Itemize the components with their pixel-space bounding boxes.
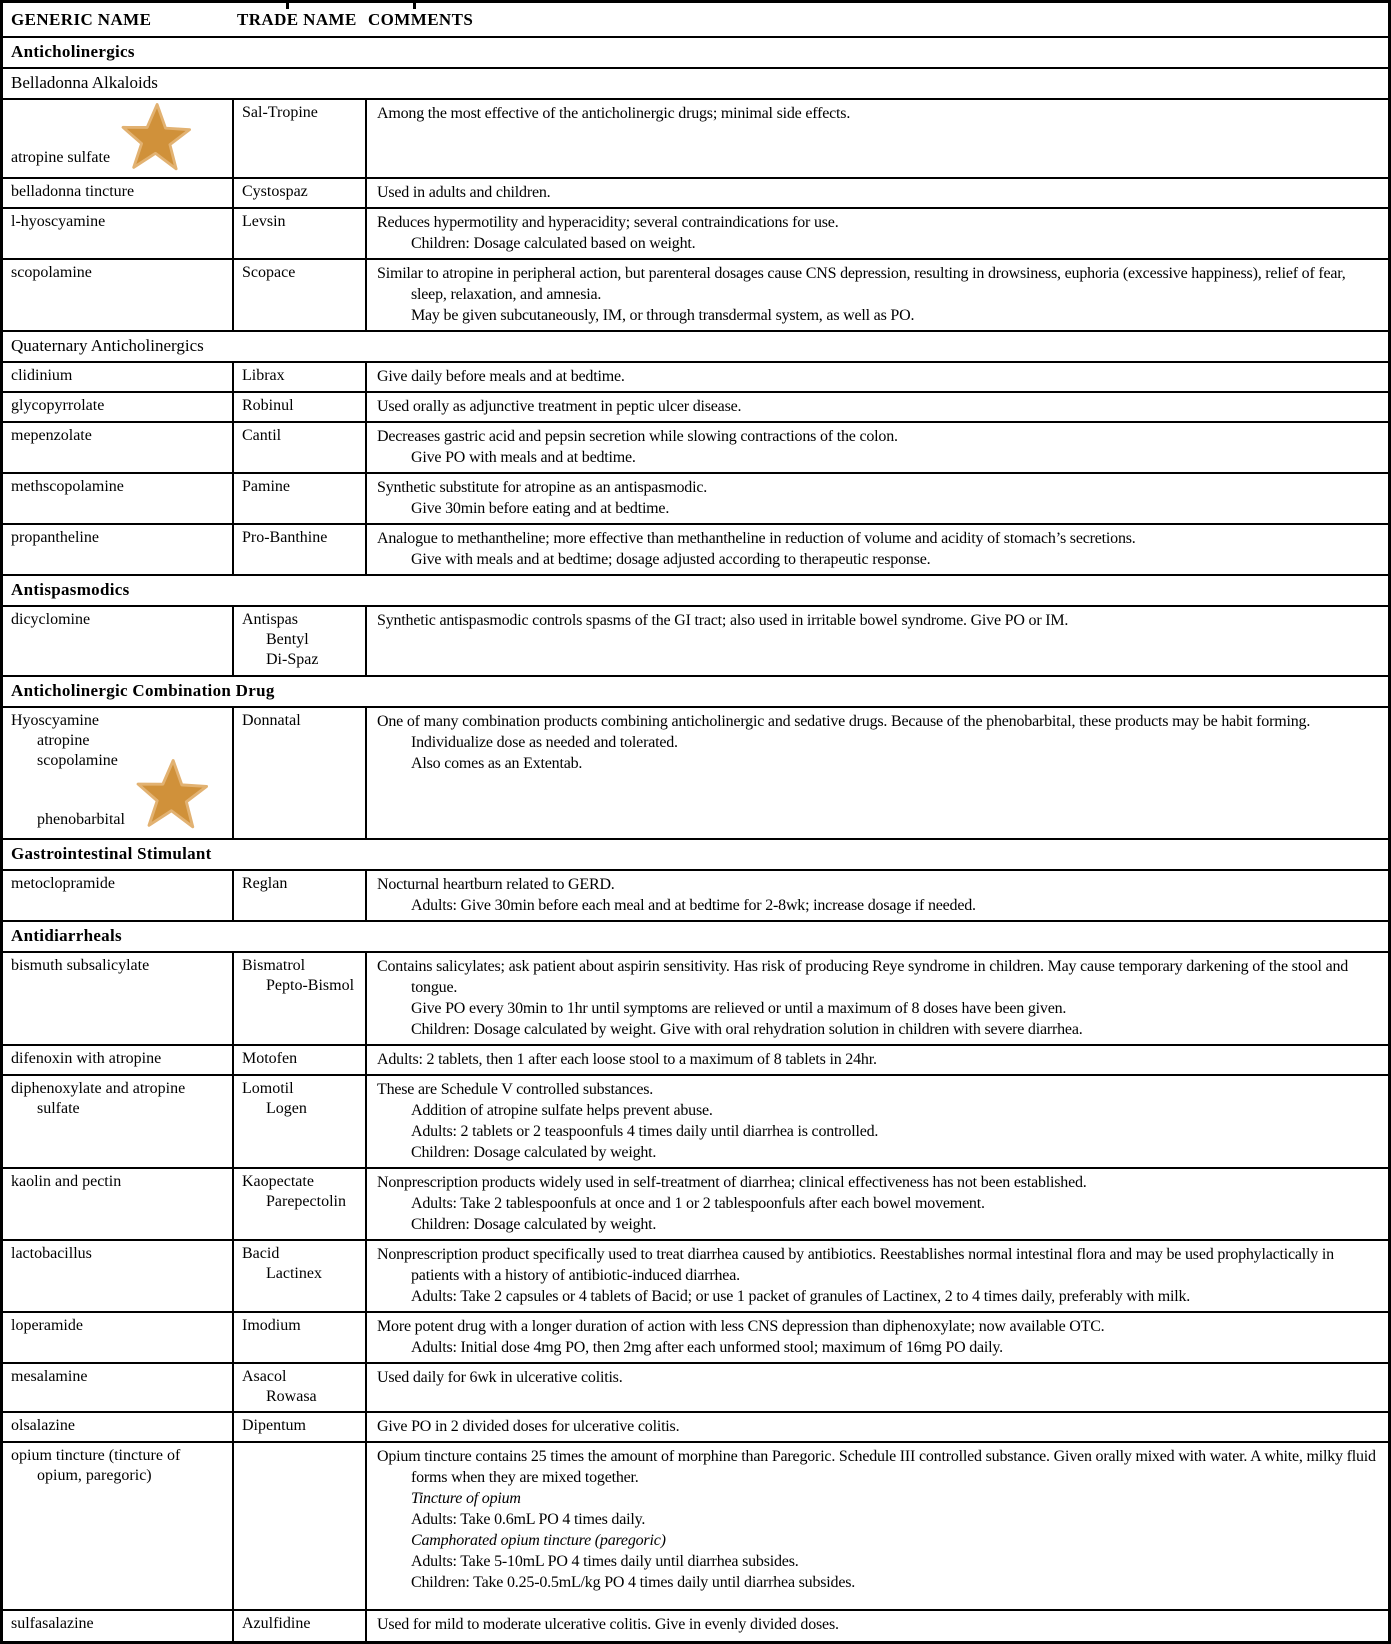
generic-name-cell xyxy=(3,260,234,330)
comments-cell xyxy=(367,708,1388,838)
generic-name: atropine sulfate xyxy=(11,149,111,166)
trade-name-cell xyxy=(234,1313,367,1362)
generic-name-cell xyxy=(3,363,234,391)
generic-name: opium tincture (tincture of xyxy=(11,1447,181,1464)
comment-line: Children: Dosage calculated by weight. xyxy=(411,1216,657,1233)
generic-name-cell xyxy=(3,1046,234,1074)
comments-cell xyxy=(367,1443,1388,1609)
comments-cell xyxy=(367,525,1388,574)
table-row-mesalamine xyxy=(3,1364,1388,1413)
generic-name-cell xyxy=(3,1364,234,1411)
comments-cell xyxy=(367,1313,1388,1362)
generic-name-cell xyxy=(3,871,234,920)
trade-name: Scopace xyxy=(242,264,296,281)
comments-cell xyxy=(367,1611,1388,1641)
comment-line: Adults: Take 5-10mL PO 4 times daily until diarrhea subsides. xyxy=(411,1553,799,1570)
generic-name-cell xyxy=(3,1241,234,1311)
generic-name: scopolamine xyxy=(37,752,118,769)
trade-name: Robinul xyxy=(242,397,294,414)
trade-name-cell xyxy=(234,179,367,207)
subsection-header-quaternary-anticholinergics xyxy=(3,332,1388,363)
comment-line: Give PO in 2 divided doses for ulcerative colitis. xyxy=(377,1418,680,1435)
comments-cell xyxy=(367,1413,1388,1441)
section-header-anticholinergic-combination-drug xyxy=(3,677,1388,708)
table-row-clidinium xyxy=(3,363,1388,393)
generic-name: l-hyoscyamine xyxy=(11,213,106,230)
drug-table-rows xyxy=(3,38,1388,1641)
trade-name-cell xyxy=(234,363,367,391)
generic-name: mesalamine xyxy=(11,1368,88,1385)
column-border-tick xyxy=(413,3,416,9)
comments-cell xyxy=(367,1046,1388,1074)
comments-cell xyxy=(367,1241,1388,1311)
comment-line: These are Schedule V controlled substances. xyxy=(377,1081,654,1098)
generic-name: Hyoscyamine xyxy=(11,712,99,729)
comment-line: Nocturnal heartburn related to GERD. xyxy=(377,876,615,893)
table-row-glycopyrrolate xyxy=(3,393,1388,423)
comments-cell xyxy=(367,474,1388,523)
comment-line: Synthetic antispasmodic controls spasms of the GI tract; also used in irritable bowel syndrome. Give PO or IM. xyxy=(377,612,1069,629)
table-row-kaolin-and-pectin xyxy=(3,1169,1388,1241)
star-icon xyxy=(115,102,197,173)
trade-name: Logen xyxy=(266,1100,307,1117)
generic-name: propantheline xyxy=(11,529,99,546)
table-row-scopolamine xyxy=(3,260,1388,332)
comments-cell xyxy=(367,1364,1388,1411)
column-header-trade-name: TRADE NAME xyxy=(237,10,357,29)
generic-name: diphenoxylate and atropine xyxy=(11,1080,186,1097)
section-label: Anticholinergics xyxy=(11,42,135,61)
comment-line: Give PO every 30min to 1hr until symptoms are relieved or until a maximum of 8 doses have been given. xyxy=(411,1000,1067,1017)
comment-line: Similar to atropine in peripheral action, but parenteral dosages cause CNS depression, resulting in drowsiness, euphoria (excessive happiness), relief of fear, sleep, relaxation, and amnesia. xyxy=(377,265,1346,303)
generic-name: bismuth subsalicylate xyxy=(11,957,150,974)
generic-name-cell xyxy=(3,474,234,523)
generic-name: sulfasalazine xyxy=(11,1615,94,1632)
trade-name-cell xyxy=(234,1413,367,1441)
trade-name: Dipentum xyxy=(242,1417,306,1434)
table-row-propantheline xyxy=(3,525,1388,576)
comment-line: Tincture of opium xyxy=(411,1490,521,1507)
generic-name: difenoxin with atropine xyxy=(11,1050,162,1067)
comment-line: Also comes as an Extentab. xyxy=(411,755,583,772)
trade-name: Kaopectate xyxy=(242,1173,314,1190)
column-border-tick xyxy=(286,3,289,9)
comment-line: Nonprescription product specifically used to treat diarrhea caused by antibiotics. Reestablishes normal intestinal flora and may be used prophylactically in patients with a history of antibiotic-induced diarrhea. xyxy=(377,1246,1334,1284)
comment-line: Adults: 2 tablets, then 1 after each loose stool to a maximum of 8 tablets in 24hr. xyxy=(377,1051,877,1068)
column-header-generic-name: GENERIC NAME xyxy=(11,10,152,29)
table-row-olsalazine xyxy=(3,1413,1388,1443)
comments-cell xyxy=(367,871,1388,920)
trade-name: Imodium xyxy=(242,1317,301,1334)
comment-line: Decreases gastric acid and pepsin secretion while slowing contractions of the colon. xyxy=(377,428,898,445)
generic-name: metoclopramide xyxy=(11,875,115,892)
trade-name-cell xyxy=(234,1169,367,1239)
section-label: Anticholinergic Combination Drug xyxy=(11,681,275,700)
trade-name: Lomotil xyxy=(242,1080,294,1097)
trade-name: Bentyl xyxy=(266,631,309,648)
table-row-diphenoxylate-and-atropine xyxy=(3,1076,1388,1169)
table-row-metoclopramide xyxy=(3,871,1388,922)
subsection-header-belladonna-alkaloids xyxy=(3,69,1388,100)
comment-line: Give daily before meals and at bedtime. xyxy=(377,368,625,385)
trade-name: Di-Spaz xyxy=(266,651,319,668)
generic-name-cell xyxy=(3,393,234,421)
generic-name-cell xyxy=(3,1169,234,1239)
trade-name-cell xyxy=(234,100,367,177)
comments-cell xyxy=(367,209,1388,258)
section-header-antispasmodics xyxy=(3,576,1388,607)
comment-line: Children: Dosage calculated based on weight. xyxy=(411,235,696,252)
trade-name: Librax xyxy=(242,367,285,384)
comments-cell xyxy=(367,100,1388,177)
generic-name: kaolin and pectin xyxy=(11,1173,122,1190)
trade-name-cell xyxy=(234,953,367,1044)
comment-line: Used for mild to moderate ulcerative colitis. Give in evenly divided doses. xyxy=(377,1616,839,1633)
comment-line: Give PO with meals and at bedtime. xyxy=(411,449,636,466)
trade-name-cell xyxy=(234,1611,367,1641)
trade-name: Pamine xyxy=(242,478,290,495)
trade-name-cell xyxy=(234,871,367,920)
generic-name-cell xyxy=(3,1443,234,1609)
comment-line: Children: Take 0.25-0.5mL/kg PO 4 times daily until diarrhea subsides. xyxy=(411,1574,856,1591)
trade-name-cell xyxy=(234,393,367,421)
generic-name-cell xyxy=(3,1413,234,1441)
comment-line: Adults: Take 2 capsules or 4 tablets of Bacid; or use 1 packet of granules of Lactinex, 2 to 4 times daily, preferably with milk. xyxy=(411,1288,1191,1305)
generic-name: sulfate xyxy=(37,1100,80,1117)
table-row-l-hyoscyamine xyxy=(3,209,1388,260)
trade-name: Asacol xyxy=(242,1368,287,1385)
section-label: Gastrointestinal Stimulant xyxy=(11,844,212,863)
section-label: Belladonna Alkaloids xyxy=(11,73,158,92)
comment-line: Adults: Take 0.6mL PO 4 times daily. xyxy=(411,1511,646,1528)
column-header-comments: COMMENTS xyxy=(368,10,474,29)
star-icon xyxy=(130,758,214,831)
trade-name: Cantil xyxy=(242,427,282,444)
table-row-sulfasalazine xyxy=(3,1611,1388,1641)
comments-cell xyxy=(367,423,1388,472)
comment-line: May be given subcutaneously, IM, or through transdermal system, as well as PO. xyxy=(411,307,915,324)
generic-name-cell xyxy=(3,1611,234,1641)
comment-line: Adults: Give 30min before each meal and at bedtime for 2-8wk; increase dosage if needed. xyxy=(411,897,976,914)
comment-line: Adults: 2 tablets or 2 teaspoonfuls 4 times daily until diarrhea is controlled. xyxy=(411,1123,879,1140)
trade-name-cell xyxy=(234,209,367,258)
table-row-hyoscyamine xyxy=(3,708,1388,840)
generic-name: glycopyrrolate xyxy=(11,397,105,414)
header-row xyxy=(3,3,1388,38)
trade-name-cell xyxy=(234,1046,367,1074)
generic-name: scopolamine xyxy=(11,264,92,281)
generic-name: phenobarbital xyxy=(37,811,125,828)
generic-name-cell xyxy=(3,209,234,258)
trade-name-cell xyxy=(234,607,367,675)
comments-cell xyxy=(367,1076,1388,1167)
comment-line: Used daily for 6wk in ulcerative colitis. xyxy=(377,1369,623,1386)
generic-name-cell xyxy=(3,1313,234,1362)
section-header-antidiarrheals xyxy=(3,922,1388,953)
section-label: Antidiarrheals xyxy=(11,926,122,945)
trade-name-cell xyxy=(234,474,367,523)
comment-line: Contains salicylates; ask patient about aspirin sensitivity. Has risk of producing Reye syndrome in children. May cause temporary darkening of the stool and tongue. xyxy=(377,958,1349,996)
section-header-gastrointestinal-stimulant xyxy=(3,840,1388,871)
section-header-anticholinergics xyxy=(3,38,1388,69)
table-row-loperamide xyxy=(3,1313,1388,1364)
comment-line: Used in adults and children. xyxy=(377,184,551,201)
trade-name: Bismatrol xyxy=(242,957,306,974)
generic-name: lactobacillus xyxy=(11,1245,92,1262)
generic-name: atropine xyxy=(37,732,90,749)
comment-line: Opium tincture contains 25 times the amount of morphine than Paregoric. Schedule III controlled substance. Given orally mixed with water. A white, milky fluid forms when they are mixed together. xyxy=(377,1448,1376,1486)
generic-name-cell xyxy=(3,179,234,207)
trade-name: Donnatal xyxy=(242,712,301,729)
trade-name-cell xyxy=(234,1443,367,1609)
comment-line: Camphorated opium tincture (paregoric) xyxy=(411,1532,666,1549)
generic-name: opium, paregoric) xyxy=(37,1467,152,1484)
comment-line: Used orally as adjunctive treatment in peptic ulcer disease. xyxy=(377,398,742,415)
trade-name-cell xyxy=(234,423,367,472)
trade-name: Azulfidine xyxy=(242,1615,311,1632)
generic-name: methscopolamine xyxy=(11,478,124,495)
trade-name: Levsin xyxy=(242,213,286,230)
comment-line: One of many combination products combining anticholinergic and sedative drugs. Because of the phenobarbital, these products may be habit forming. xyxy=(377,713,1311,730)
generic-name: belladonna tincture xyxy=(11,183,135,200)
trade-name-cell xyxy=(234,260,367,330)
trade-name: Pepto-Bismol xyxy=(266,977,355,994)
comment-line: Addition of atropine sulfate helps prevent abuse. xyxy=(411,1102,713,1119)
generic-name: clidinium xyxy=(11,367,73,384)
generic-name: mepenzolate xyxy=(11,427,92,444)
generic-name: olsalazine xyxy=(11,1417,75,1434)
table-row-opium-tincture-tincture-of xyxy=(3,1443,1388,1611)
comments-cell xyxy=(367,260,1388,330)
trade-name: Motofen xyxy=(242,1050,298,1067)
trade-name: Bacid xyxy=(242,1245,280,1262)
generic-name-cell xyxy=(3,607,234,675)
comments-cell xyxy=(367,953,1388,1044)
trade-name-cell xyxy=(234,1241,367,1311)
comment-line: Analogue to methantheline; more effective than methantheline in reduction of volume and acidity of stomach’s secretions. xyxy=(377,530,1136,547)
comment-line: Children: Dosage calculated by weight. Give with oral rehydration solution in children with severe diarrhea. xyxy=(411,1021,1083,1038)
trade-name: Rowasa xyxy=(266,1388,317,1405)
table-row-bismuth-subsalicylate xyxy=(3,953,1388,1046)
table-row-atropine-sulfate xyxy=(3,100,1388,179)
generic-name-cell xyxy=(3,1076,234,1167)
comment-line: Adults: Initial dose 4mg PO, then 2mg after each unformed stool; maximum of 16mg PO daily. xyxy=(411,1339,1003,1356)
generic-name-cell xyxy=(3,953,234,1044)
comments-cell xyxy=(367,1169,1388,1239)
table-row-methscopolamine xyxy=(3,474,1388,525)
comments-cell xyxy=(367,393,1388,421)
comment-line: Children: Dosage calculated by weight. xyxy=(411,1144,657,1161)
trade-name: Lactinex xyxy=(266,1265,322,1282)
comment-line: Individualize dose as needed and tolerated. xyxy=(411,734,678,751)
section-label: Antispasmodics xyxy=(11,580,130,599)
generic-name-cell xyxy=(3,708,234,838)
generic-name: loperamide xyxy=(11,1317,83,1334)
generic-name: dicyclomine xyxy=(11,611,91,628)
trade-name: Antispas xyxy=(242,611,298,628)
comment-line: Adults: Take 2 tablespoonfuls at once and 1 or 2 tablespoonfuls after each bowel movement. xyxy=(411,1195,985,1212)
table-row-lactobacillus xyxy=(3,1241,1388,1313)
comment-line: Give 30min before eating and at bedtime. xyxy=(411,500,670,517)
comment-line: More potent drug with a longer duration of action with less CNS depression than diphenoxylate; now available OTC. xyxy=(377,1318,1105,1335)
trade-name: Pro-Banthine xyxy=(242,529,328,546)
comment-line: Among the most effective of the anticholinergic drugs; minimal side effects. xyxy=(377,105,851,122)
section-label: Quaternary Anticholinergics xyxy=(11,336,204,355)
comments-cell xyxy=(367,607,1388,675)
table-row-dicyclomine xyxy=(3,607,1388,677)
trade-name-cell xyxy=(234,708,367,838)
generic-name-cell xyxy=(3,423,234,472)
comments-cell xyxy=(367,179,1388,207)
table-row-belladonna-tincture xyxy=(3,179,1388,209)
trade-name: Parepectolin xyxy=(266,1193,346,1210)
comment-line: Synthetic substitute for atropine as an antispasmodic. xyxy=(377,479,708,496)
comment-line: Give with meals and at bedtime; dosage adjusted according to therapeutic response. xyxy=(411,551,931,568)
trade-name: Sal-Tropine xyxy=(242,104,318,121)
comments-cell xyxy=(367,363,1388,391)
trade-name: Reglan xyxy=(242,875,288,892)
generic-name-cell xyxy=(3,525,234,574)
trade-name-cell xyxy=(234,1076,367,1167)
table-row-mepenzolate xyxy=(3,423,1388,474)
trade-name-cell xyxy=(234,1364,367,1411)
trade-name-cell xyxy=(234,525,367,574)
table-row-difenoxin-with-atropine xyxy=(3,1046,1388,1076)
comment-line: Nonprescription products widely used in self-treatment of diarrhea; clinical effectiveness has not been established. xyxy=(377,1174,1087,1191)
comment-line: Reduces hypermotility and hyperacidity; several contraindications for use. xyxy=(377,214,839,231)
trade-name: Cystospaz xyxy=(242,183,308,200)
generic-name-cell xyxy=(3,100,234,177)
